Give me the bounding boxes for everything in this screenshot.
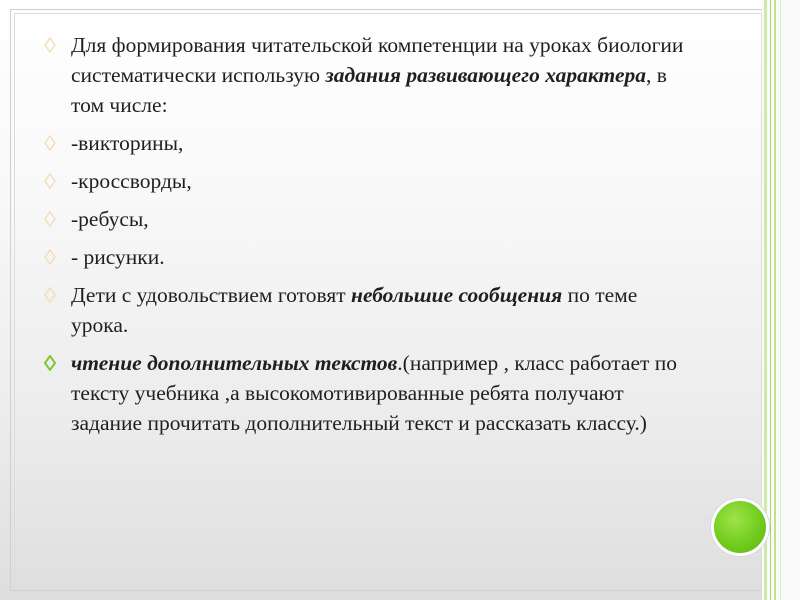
rail-line bbox=[780, 0, 781, 600]
bullet-text bbox=[71, 245, 165, 269]
text-run: Дети с удовольствием готовят bbox=[71, 283, 352, 307]
bullet-item bbox=[40, 204, 690, 234]
bullet-item bbox=[40, 128, 690, 158]
rail-line bbox=[764, 0, 767, 600]
bullet-item bbox=[40, 280, 690, 340]
emphasized-text: чтение дополнительных текстов bbox=[71, 351, 398, 375]
text-run: -кроссворды, bbox=[71, 169, 192, 193]
text-run: -ребусы, bbox=[71, 207, 149, 231]
bullet-text bbox=[71, 169, 192, 193]
text-run: Для формирования читательской компетенции на уроках биологии систематически использую bbox=[71, 33, 684, 87]
text-run: , в том числе: bbox=[71, 63, 667, 117]
green-circle-ornament bbox=[711, 498, 769, 556]
rail-line bbox=[770, 0, 771, 600]
bullet-item bbox=[40, 242, 690, 272]
text-run: - рисунки. bbox=[71, 245, 165, 269]
hollow-diamond-icon bbox=[40, 204, 60, 234]
bullet-text bbox=[71, 207, 149, 231]
bullet-item bbox=[40, 348, 690, 438]
emphasized-text: задания развивающего характера bbox=[325, 63, 647, 87]
hollow-diamond-icon bbox=[40, 280, 60, 310]
green-hollow-diamond-icon bbox=[40, 348, 60, 378]
text-run: по теме урока. bbox=[71, 283, 638, 337]
hollow-diamond-icon bbox=[40, 30, 60, 60]
bullet-item bbox=[40, 30, 690, 120]
bullet-list bbox=[40, 30, 690, 446]
text-run: -викторины, bbox=[71, 131, 184, 155]
decorative-rail bbox=[762, 0, 800, 600]
bullet-text bbox=[71, 131, 183, 155]
bullet-text bbox=[71, 33, 683, 117]
bullet-item bbox=[40, 166, 690, 196]
hollow-diamond-icon bbox=[40, 166, 60, 196]
bullet-text bbox=[71, 283, 637, 337]
hollow-diamond-icon bbox=[40, 128, 60, 158]
hollow-diamond-icon bbox=[40, 242, 60, 272]
bullet-text bbox=[71, 351, 677, 435]
text-run: .(например , класс работает по тексту учебника ,а высокомотивированные ребята получают задание прочитать дополнительный текст и рассказать классу.) bbox=[71, 351, 678, 435]
rail-line bbox=[774, 0, 776, 600]
emphasized-text: небольшие сообщения bbox=[351, 283, 563, 307]
